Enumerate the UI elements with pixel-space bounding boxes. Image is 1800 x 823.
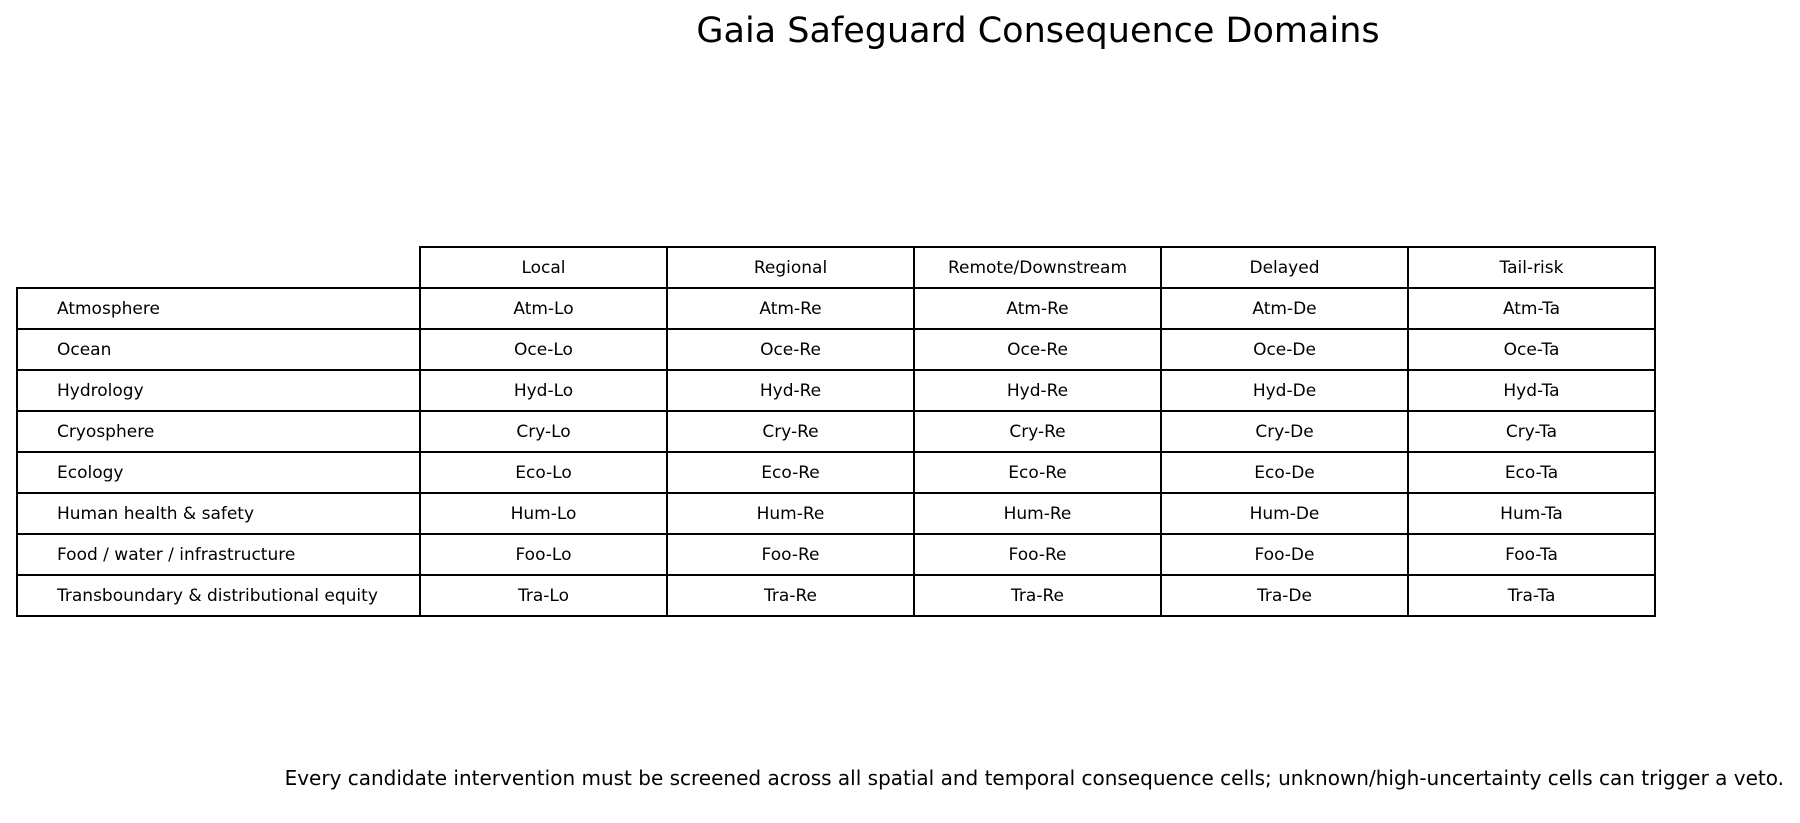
table-cell: Cry-De — [1161, 411, 1408, 452]
table-cell: Oce-Re — [667, 329, 914, 370]
footnote: Every candidate intervention must be screened across all spatial and temporal consequence cells; unknown/high-uncertainty cells can trigger a veto. — [284, 766, 1784, 790]
table-cell: Oce-Re — [914, 329, 1161, 370]
table-row — [17, 411, 1655, 452]
table-cell: Cry-Re — [914, 411, 1161, 452]
column-header: Local — [420, 247, 667, 288]
row-label: Human health & safety — [17, 493, 420, 534]
table-cell: Atm-De — [1161, 288, 1408, 329]
row-label: Transboundary & distributional equity — [17, 575, 420, 616]
table-cell: Eco-Ta — [1408, 452, 1655, 493]
table-cell: Hum-Ta — [1408, 493, 1655, 534]
table-cell: Atm-Lo — [420, 288, 667, 329]
table-cell: Hyd-Re — [667, 370, 914, 411]
table-cell: Cry-Ta — [1408, 411, 1655, 452]
header-row — [17, 247, 1655, 288]
table-cell: Foo-Ta — [1408, 534, 1655, 575]
table-row — [17, 493, 1655, 534]
table-row — [17, 288, 1655, 329]
table-cell: Hum-Lo — [420, 493, 667, 534]
row-label: Ecology — [17, 452, 420, 493]
table-row — [17, 452, 1655, 493]
table-cell: Foo-Lo — [420, 534, 667, 575]
table-cell: Foo-De — [1161, 534, 1408, 575]
table-row — [17, 370, 1655, 411]
table-cell: Tra-De — [1161, 575, 1408, 616]
row-label: Food / water / infrastructure — [17, 534, 420, 575]
table-cell: Hyd-Ta — [1408, 370, 1655, 411]
consequence-domain-table — [16, 246, 1656, 617]
column-header: Tail-risk — [1408, 247, 1655, 288]
table-cell: Oce-Lo — [420, 329, 667, 370]
table-cell: Hum-Re — [667, 493, 914, 534]
row-label: Atmosphere — [17, 288, 420, 329]
table-row — [17, 575, 1655, 616]
table-cell: Cry-Re — [667, 411, 914, 452]
chart-title: Gaia Safeguard Consequence Domains — [696, 11, 1380, 51]
table-cell: Hum-De — [1161, 493, 1408, 534]
table-cell: Atm-Re — [914, 288, 1161, 329]
table-cell: Hum-Re — [914, 493, 1161, 534]
table-cell: Oce-Ta — [1408, 329, 1655, 370]
column-header: Remote/Downstream — [914, 247, 1161, 288]
table-cell: Foo-Re — [914, 534, 1161, 575]
table-cell: Foo-Re — [667, 534, 914, 575]
table-cell: Atm-Re — [667, 288, 914, 329]
table-cell: Tra-Re — [667, 575, 914, 616]
row-label: Hydrology — [17, 370, 420, 411]
column-header: Delayed — [1161, 247, 1408, 288]
table-cell: Oce-De — [1161, 329, 1408, 370]
table-cell: Tra-Lo — [420, 575, 667, 616]
table-cell: Tra-Re — [914, 575, 1161, 616]
table-row — [17, 534, 1655, 575]
table-cell: Hyd-Re — [914, 370, 1161, 411]
column-header: Regional — [667, 247, 914, 288]
table-cell: Eco-Lo — [420, 452, 667, 493]
corner-cell — [17, 247, 420, 288]
table-cell: Eco-Re — [914, 452, 1161, 493]
table-body — [17, 247, 1655, 616]
table-cell: Cry-Lo — [420, 411, 667, 452]
table-cell: Atm-Ta — [1408, 288, 1655, 329]
table-row — [17, 329, 1655, 370]
table-cell: Tra-Ta — [1408, 575, 1655, 616]
table-cell: Hyd-De — [1161, 370, 1408, 411]
row-label: Ocean — [17, 329, 420, 370]
table-cell: Eco-De — [1161, 452, 1408, 493]
table-cell: Hyd-Lo — [420, 370, 667, 411]
row-label: Cryosphere — [17, 411, 420, 452]
table-cell: Eco-Re — [667, 452, 914, 493]
